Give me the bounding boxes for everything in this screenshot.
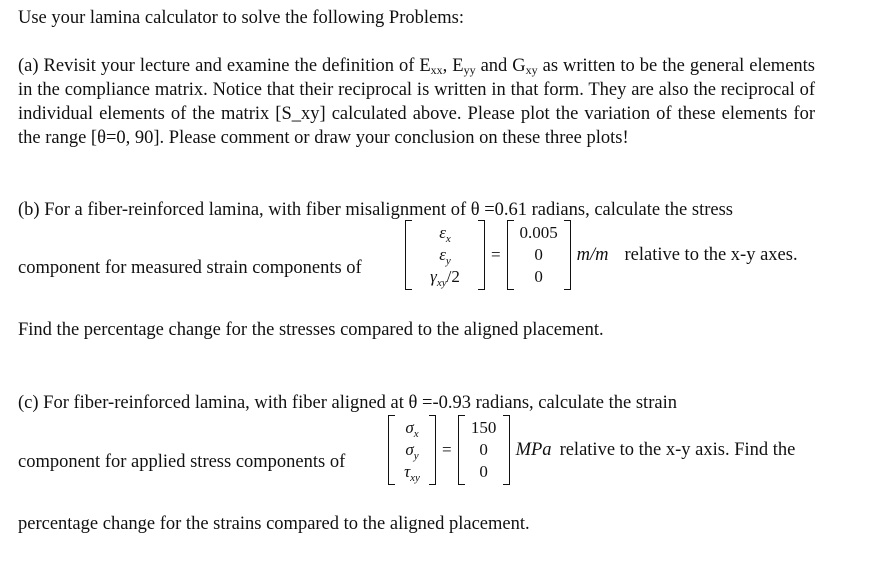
strain-unit: m/m	[576, 245, 609, 265]
part-b-line1: (b) For a fiber-reinforced lamina, with fiber misalignment of θ =0.61 radians, calculate the stress	[18, 200, 734, 220]
stress-value-2: 0	[479, 440, 488, 459]
equals-sign: =	[491, 245, 501, 264]
stress-value-1: 150	[470, 418, 497, 437]
exx-subscript: xx	[430, 63, 443, 77]
strain-value-1: 0.005	[519, 223, 558, 242]
stress-sigma-y: $\sigma_y$	[405, 440, 419, 462]
intro-text: Use your lamina calculator to solve the following Problems:	[18, 8, 464, 28]
part-a-text-end: as written to be the general elements in the compliance matrix. Notice that their reciprocal is written in that form. They are also the reciprocal of individual elements of the matrix [S_xy] calculated above. Please plot the variation of these elements for the range [θ=0, 90]. Please comment or draw your conclusion on these three plots!	[18, 56, 815, 148]
eyy-subscript: yy	[463, 63, 476, 77]
strain-value-3: 0	[534, 267, 543, 286]
strain-values-vector	[507, 220, 571, 290]
part-c-lead: component for applied stress components of	[18, 452, 346, 472]
part-a-text-mid1: , E	[442, 56, 464, 76]
strain-epsilon-y: $\varepsilon_y$	[439, 245, 451, 267]
strain-vector	[405, 220, 485, 290]
part-c-stress-equation	[388, 415, 795, 485]
part-c-line3: percentage change for the strains compared to the aligned placement.	[18, 514, 530, 534]
strain-epsilon-x: $\varepsilon_x$	[439, 223, 451, 245]
part-b-strain-equation	[405, 220, 798, 290]
part-a-text-start: (a) Revisit your lecture and examine the definition of E	[18, 56, 431, 76]
stress-unit: MPa	[515, 440, 552, 460]
part-a-paragraph	[18, 54, 815, 150]
part-a-text-mid2: and G	[475, 56, 526, 76]
stress-value-3: 0	[479, 462, 488, 481]
stress-tau-xy: $\tau_{xy}$	[404, 462, 420, 484]
part-b-line3: Find the percentage change for the stresses compared to the aligned placement.	[18, 320, 604, 340]
part-b-trail: relative to the x-y axes.	[624, 245, 798, 265]
part-b-lead: component for measured strain components of	[18, 258, 362, 278]
part-c-line1: (c) For fiber-reinforced lamina, with fiber aligned at θ =-0.93 radians, calculate the strain	[18, 393, 677, 413]
equals-sign-c: =	[442, 440, 452, 459]
stress-sigma-x: $\sigma_x$	[405, 418, 419, 440]
gxy-subscript: xy	[525, 63, 538, 77]
stress-vector	[388, 415, 436, 485]
part-c-trail: relative to the x-y axis. Find the	[559, 440, 796, 460]
strain-gamma-xy: $\gamma_{xy}/2$	[430, 267, 460, 289]
stress-values-vector	[458, 415, 510, 485]
strain-value-2: 0	[534, 245, 543, 264]
